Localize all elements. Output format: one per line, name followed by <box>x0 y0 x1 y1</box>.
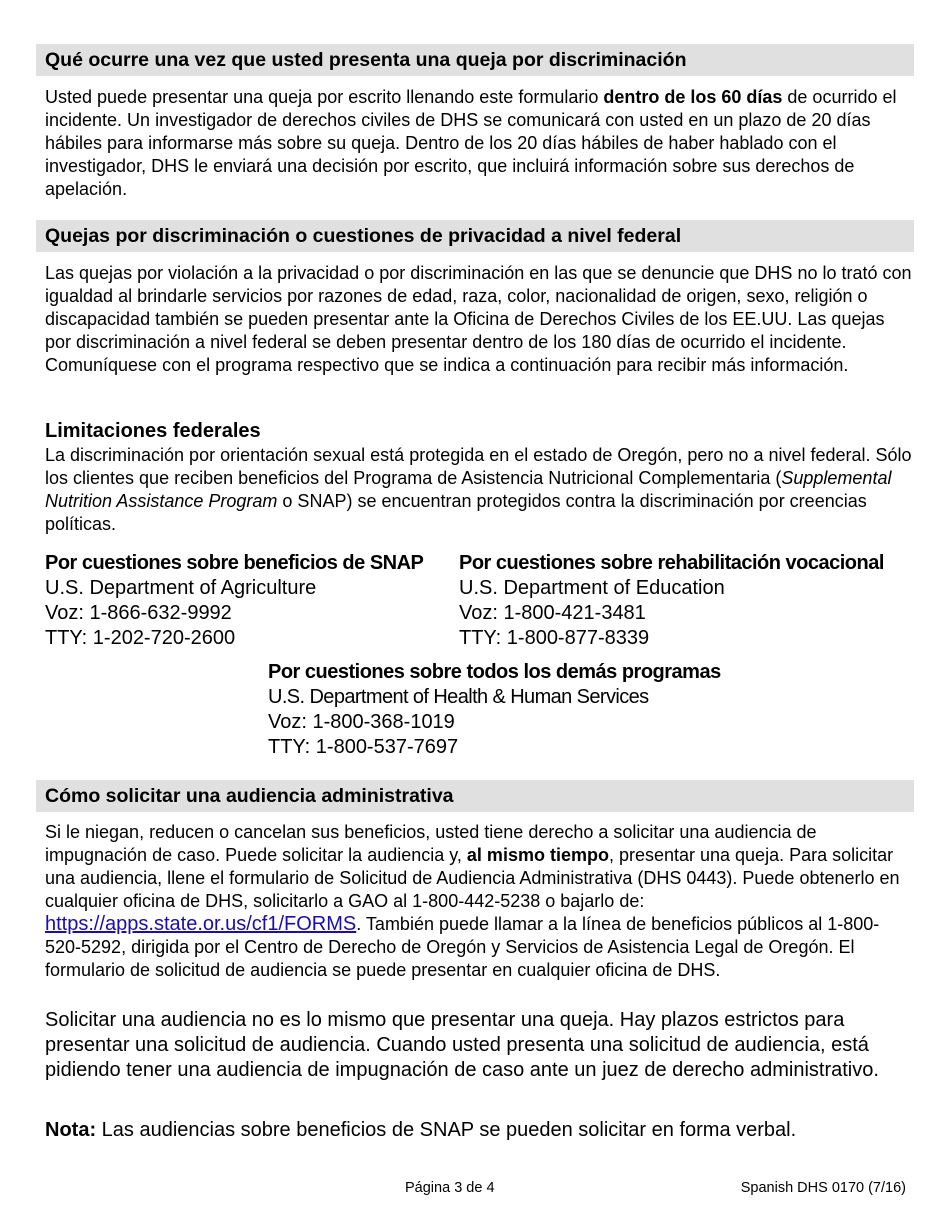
paragraph-bold-text: al mismo tiempo <box>466 845 609 865</box>
section-title: Qué ocurre una vez que usted presenta una queja por discriminación <box>45 49 687 71</box>
paragraph-bold-text: dentro de los 60 días <box>603 87 783 107</box>
paragraph-text: Usted puede presentar una queja por escrito llenando este formulario <box>45 87 604 107</box>
contact-tty-phone: TTY: 1-202-720-2600 <box>45 627 236 649</box>
page-label: de <box>462 1180 487 1196</box>
contact-block-rehabilitation <box>459 551 884 651</box>
contact-title: Por cuestiones sobre todos los demás programas <box>268 661 721 683</box>
federal-complaints-paragraph: Las quejas por violación a la privacidad o por discriminación en las que se denuncie que DHS no lo trató con igualdad al brindarle servicios por razones de edad, raza, color, nacionalidad de origen, sexo, religión o discapacidad también se pueden presentar ante la Oficina de Derechos Civiles de los EE.UU. Las quejas por discriminación a nivel federal se deben presentar dentro de los 180 días de ocurrido el incidente. Comuníquese con el programa respectivo que se indica a continuación para recibir más información. <box>45 263 912 375</box>
complaint-process-paragraph <box>45 86 915 201</box>
paragraph-italic-text: Supplemental Nutrition Assistance Program <box>45 468 892 511</box>
section-title: Cómo solicitar una audiencia administrativa <box>45 785 454 807</box>
federal-limits-heading: Limitaciones federales <box>45 420 261 442</box>
contact-block-snap <box>45 551 423 651</box>
section-header-federal-complaints <box>36 220 914 252</box>
paragraph-text: Si le niegan, reducen o cancelan sus beneficios, usted tiene derecho a solicitar una audiencia de impugnación de caso. Puede solicitar la audiencia y, <box>45 822 817 865</box>
note-label: Nota: <box>45 1119 97 1141</box>
current-page: 3 <box>454 1180 463 1196</box>
paragraph-text: o SNAP) se encuentran protegidos contra la discriminación por creencias políticas. <box>45 491 867 534</box>
paragraph-text: , presentar una queja. Para solicitar una audiencia, llene el formulario de Solicitud de Audiencia Administrativa (DHS 0443). Puede obtenerlo en cualquier oficina de DHS, solicitarlo a GAO al 1-800-442-5238 o bajarlo de: <box>45 845 900 911</box>
page-label: Página <box>405 1180 455 1196</box>
paragraph-text: de ocurrido el incidente. Un investigador de derechos civiles de DHS se comunicará con usted en un plazo de 20 días hábiles para informarse más sobre su queja. Dentro de los 20 días hábiles de haber hablado con el investigador, DHS le enviará una decisión por escrito, que incluirá información sobre sus derechos de apelación. <box>45 87 897 199</box>
section-header-administrative-hearing <box>36 780 914 812</box>
section-header-complaint-process <box>36 44 914 76</box>
contact-voice-phone: Voz: 1-800-368-1019 <box>268 711 455 733</box>
snap-note <box>45 1118 915 1143</box>
contact-voice-phone: Voz: 1-866-632-9992 <box>45 602 232 624</box>
paragraph-text: . También puede llamar a la línea de beneficios públicos al 1-800-520-5292, dirigida por el Centro de Derecho de Oregón y Servicios de Asistencia Legal de Oregón. El formulario de solicitud de audiencia se puede presentar en cualquier oficina de DHS. <box>45 914 880 980</box>
contact-agency: U.S. Department of Agriculture <box>45 577 317 599</box>
contact-agency: U.S. Department of Education <box>459 577 725 599</box>
contact-tty-phone: TTY: 1-800-877-8339 <box>459 627 650 649</box>
forms-link[interactable]: https://apps.state.or.us/cf1/FORMS <box>45 913 357 935</box>
federal-limits-paragraph <box>45 444 915 536</box>
paragraph-text: La discriminación por orientación sexual está protegida en el estado de Oregón, pero no a nivel federal. Sólo los clientes que reciben beneficios del Programa de Asistencia Nutricional Complementaria ( <box>45 445 912 488</box>
contact-title: Por cuestiones sobre rehabilitación vocacional <box>459 552 884 574</box>
contact-voice-phone: Voz: 1-800-421-3481 <box>459 602 646 624</box>
contact-agency: U.S. Department of Health & Human Services <box>268 686 649 708</box>
total-pages: 4 <box>486 1180 495 1196</box>
hearing-vs-complaint-paragraph: Solicitar una audiencia no es lo mismo que presentar una queja. Hay plazos estrictos para presentar una solicitud de audiencia. Cuando usted presenta una solicitud de audiencia, está pidiendo tener una audiencia de impugnación de caso ante un juez de derecho administrativo. <box>45 1009 879 1081</box>
contact-tty-phone: TTY: 1-800-537-7697 <box>268 736 459 758</box>
form-identifier: Spanish DHS 0170 (7/16) <box>740 1180 906 1196</box>
section-title: Quejas por discriminación o cuestiones de privacidad a nivel federal <box>45 225 682 247</box>
page-number <box>405 1180 495 1196</box>
hearing-request-paragraph <box>45 821 915 982</box>
contact-title: Por cuestiones sobre beneficios de SNAP <box>45 552 424 574</box>
note-text: Las audiencias sobre beneficios de SNAP se pueden solicitar en forma verbal. <box>96 1119 797 1141</box>
contact-block-other-programs <box>268 660 721 760</box>
